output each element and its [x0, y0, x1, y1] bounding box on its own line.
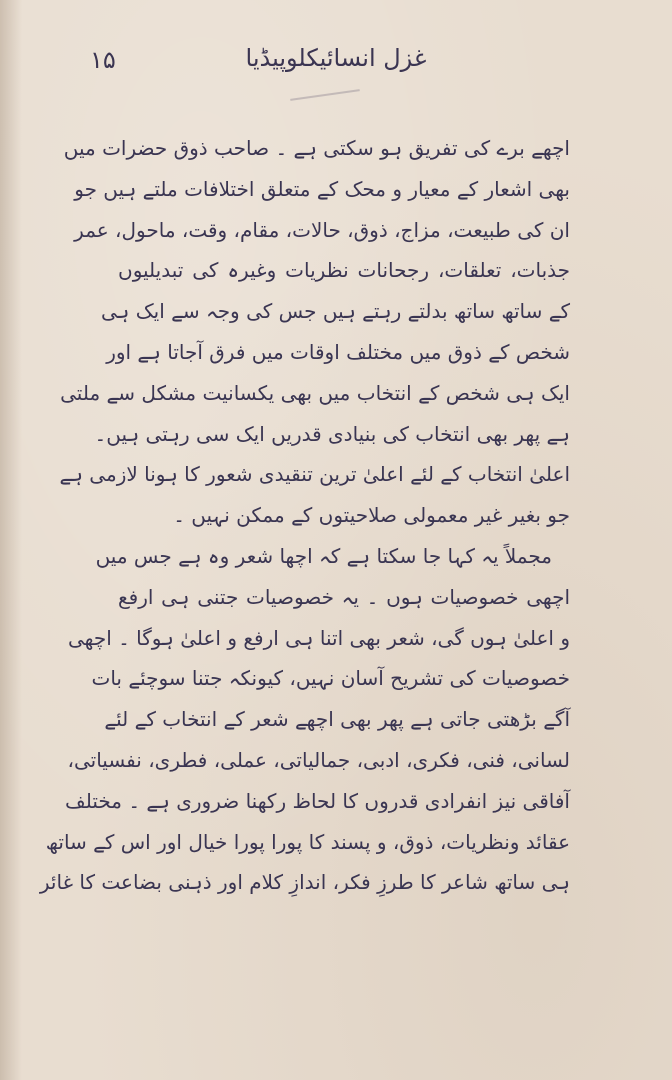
text-line: خصوصیات کی تشریح آسان نہیں، کیونکہ جتنا سوچئے بات — [91, 666, 570, 691]
text-line: آگے بڑھتی جاتی ہے پھر بھی اچھے شعر کے انتخاب کے لئے — [104, 707, 570, 732]
text-line: مجملاً یہ کہا جا سکتا ہے کہ اچھا شعر وہ ہے جس میں — [95, 543, 552, 568]
text-line: ایک ہی شخص کے انتخاب میں بھی یکسانیت مشکل سے ملتی — [60, 380, 570, 405]
body-text — [39, 128, 570, 903]
pencil-mark — [290, 89, 360, 101]
text-line: جذبات، تعلقات، رجحانات نظریات وغیرہ کی تبدیلیوں — [118, 258, 570, 283]
text-line: ہے پھر بھی انتخاب کی بنیادی قدریں ایک سی رہتی ہیں۔ — [94, 421, 570, 446]
running-title: غزل انسائیکلوپیڈیا — [245, 44, 427, 72]
page-number: ۱۵ — [90, 46, 116, 74]
text-line: اچھی خصوصیات ہوں ۔ یہ خصوصیات جتنی ہی ارفع — [118, 584, 570, 609]
text-line: و اعلیٰ ہوں گی، شعر بھی اتنا ہی ارفع و اعلیٰ ہوگا ۔ اچھی — [67, 625, 570, 650]
page-binding-shadow — [0, 0, 22, 1080]
text-line: جو بغیر غیر معمولی صلاحیتوں کے ممکن نہیں ۔ — [173, 503, 570, 528]
text-line: اعلیٰ انتخاب کے لئے اعلیٰ ترین تنقیدی شعور کا ہونا لازمی ہے — [59, 462, 570, 487]
text-line: ان کی طبیعت، مزاج، ذوق، حالات، مقام، وقت، ماحول، عمر — [74, 217, 570, 242]
text-line: ہی ساتھ شاعر کا طرزِ فکر، اندازِ کلام اور ذہنی بضاعت کا غائر — [39, 870, 570, 895]
text-line: عقائد ونظریات، ذوق، و پسند کا پورا پورا خیال اور اس کے ساتھ — [45, 829, 570, 854]
text-line: شخص کے ذوق میں مختلف اوقات میں فرق آجاتا ہے اور — [106, 339, 570, 364]
page-header — [0, 42, 672, 82]
text-line: کے ساتھ ساتھ بدلتے رہتے ہیں جس کی وجہ سے ایک ہی — [101, 299, 570, 324]
text-line: بھی اشعار کے معیار و محک کے متعلق اختلافات ملتے ہیں جو — [74, 176, 570, 201]
text-line: اچھے برے کی تفریق ہو سکتی ہے ۔ صاحب ذوق حضرات میں — [63, 136, 570, 160]
text-line: لسانی، فنی، فکری، ادبی، جمالیاتی، عملی، فطری، نفسیاتی، — [67, 747, 570, 772]
text-line: آفاقی نیز انفرادی قدروں کا لحاظ رکھنا ضروری ہے ۔ مختلف — [65, 788, 570, 813]
